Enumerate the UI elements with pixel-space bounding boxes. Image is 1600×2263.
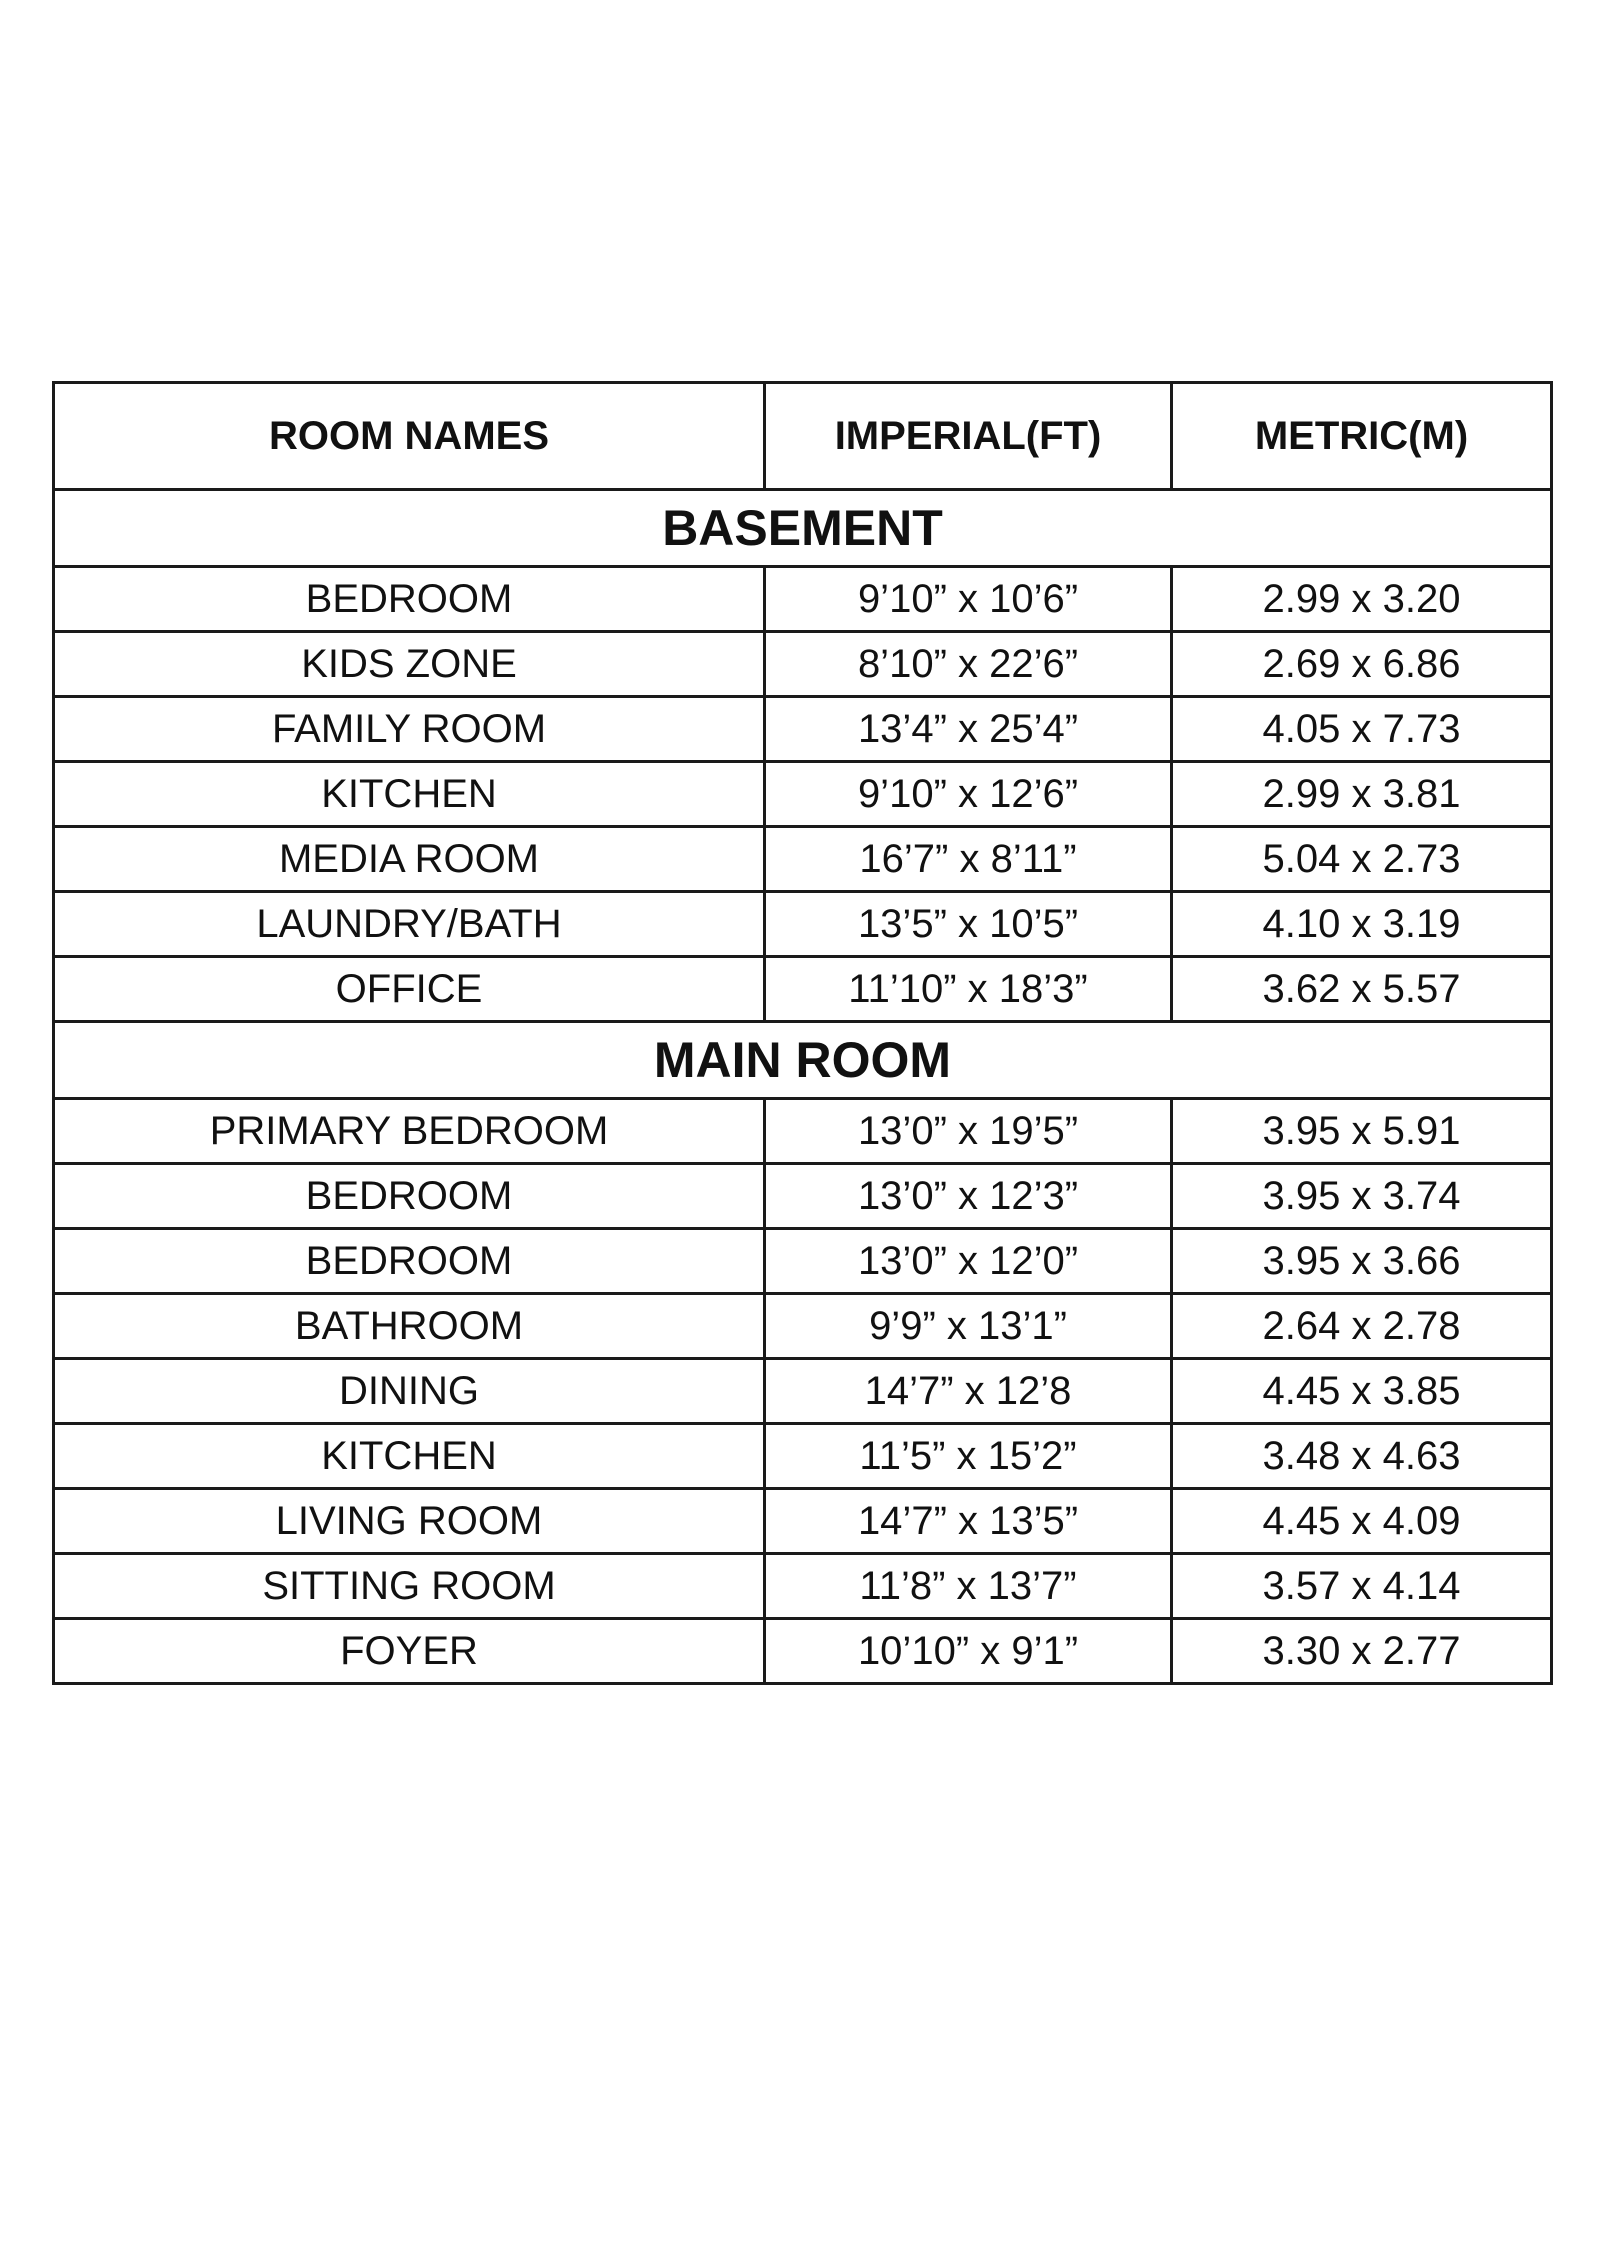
room-name-cell: BEDROOM bbox=[54, 1229, 765, 1294]
room-name-cell: BATHROOM bbox=[54, 1294, 765, 1359]
room-name-cell: FAMILY ROOM bbox=[54, 697, 765, 762]
metric-cell: 3.95 x 3.74 bbox=[1172, 1164, 1552, 1229]
table-row bbox=[54, 1099, 1552, 1164]
imperial-cell: 9’9” x 13’1” bbox=[765, 1294, 1172, 1359]
room-name-cell: BEDROOM bbox=[54, 1164, 765, 1229]
header-imperial: IMPERIAL(FT) bbox=[765, 383, 1172, 490]
table-row bbox=[54, 1229, 1552, 1294]
section-row bbox=[54, 1022, 1552, 1099]
metric-cell: 4.10 x 3.19 bbox=[1172, 892, 1552, 957]
imperial-cell: 9’10” x 10’6” bbox=[765, 567, 1172, 632]
section-title: MAIN ROOM bbox=[54, 1022, 1552, 1099]
section-row bbox=[54, 490, 1552, 567]
imperial-cell: 11’8” x 13’7” bbox=[765, 1554, 1172, 1619]
metric-cell: 4.45 x 4.09 bbox=[1172, 1489, 1552, 1554]
room-name-cell: KITCHEN bbox=[54, 762, 765, 827]
metric-cell: 3.95 x 5.91 bbox=[1172, 1099, 1552, 1164]
imperial-cell: 8’10” x 22’6” bbox=[765, 632, 1172, 697]
room-name-cell: LIVING ROOM bbox=[54, 1489, 765, 1554]
table-header-row bbox=[54, 383, 1552, 490]
imperial-cell: 11’10” x 18’3” bbox=[765, 957, 1172, 1022]
table-row bbox=[54, 1619, 1552, 1684]
imperial-cell: 16’7” x 8’11” bbox=[765, 827, 1172, 892]
table-row bbox=[54, 632, 1552, 697]
header-room-names: ROOM NAMES bbox=[54, 383, 765, 490]
imperial-cell: 13’0” x 12’0” bbox=[765, 1229, 1172, 1294]
metric-cell: 2.64 x 2.78 bbox=[1172, 1294, 1552, 1359]
room-dimensions-table bbox=[52, 381, 1553, 1685]
metric-cell: 4.45 x 3.85 bbox=[1172, 1359, 1552, 1424]
table-row bbox=[54, 1359, 1552, 1424]
room-name-cell: LAUNDRY/BATH bbox=[54, 892, 765, 957]
room-name-cell: MEDIA ROOM bbox=[54, 827, 765, 892]
room-name-cell: PRIMARY BEDROOM bbox=[54, 1099, 765, 1164]
table-row bbox=[54, 827, 1552, 892]
table-row bbox=[54, 697, 1552, 762]
room-name-cell: FOYER bbox=[54, 1619, 765, 1684]
imperial-cell: 11’5” x 15’2” bbox=[765, 1424, 1172, 1489]
metric-cell: 2.99 x 3.20 bbox=[1172, 567, 1552, 632]
table-row bbox=[54, 1424, 1552, 1489]
table-row bbox=[54, 762, 1552, 827]
imperial-cell: 13’4” x 25’4” bbox=[765, 697, 1172, 762]
room-name-cell: BEDROOM bbox=[54, 567, 765, 632]
room-dimensions-sheet bbox=[52, 381, 1550, 1685]
metric-cell: 2.99 x 3.81 bbox=[1172, 762, 1552, 827]
metric-cell: 3.57 x 4.14 bbox=[1172, 1554, 1552, 1619]
section-title: BASEMENT bbox=[54, 490, 1552, 567]
metric-cell: 5.04 x 2.73 bbox=[1172, 827, 1552, 892]
imperial-cell: 10’10” x 9’1” bbox=[765, 1619, 1172, 1684]
metric-cell: 3.48 x 4.63 bbox=[1172, 1424, 1552, 1489]
metric-cell: 2.69 x 6.86 bbox=[1172, 632, 1552, 697]
imperial-cell: 14’7” x 12’8 bbox=[765, 1359, 1172, 1424]
table-row bbox=[54, 1294, 1552, 1359]
imperial-cell: 13’0” x 19’5” bbox=[765, 1099, 1172, 1164]
room-name-cell: OFFICE bbox=[54, 957, 765, 1022]
room-name-cell: KIDS ZONE bbox=[54, 632, 765, 697]
imperial-cell: 13’0” x 12’3” bbox=[765, 1164, 1172, 1229]
room-name-cell: KITCHEN bbox=[54, 1424, 765, 1489]
table-row bbox=[54, 892, 1552, 957]
imperial-cell: 13’5” x 10’5” bbox=[765, 892, 1172, 957]
table-body bbox=[54, 490, 1552, 1684]
table-row bbox=[54, 567, 1552, 632]
table-row bbox=[54, 1164, 1552, 1229]
table-row bbox=[54, 957, 1552, 1022]
room-name-cell: SITTING ROOM bbox=[54, 1554, 765, 1619]
header-metric: METRIC(M) bbox=[1172, 383, 1552, 490]
room-name-cell: DINING bbox=[54, 1359, 765, 1424]
table-row bbox=[54, 1554, 1552, 1619]
metric-cell: 3.30 x 2.77 bbox=[1172, 1619, 1552, 1684]
metric-cell: 4.05 x 7.73 bbox=[1172, 697, 1552, 762]
metric-cell: 3.62 x 5.57 bbox=[1172, 957, 1552, 1022]
table-row bbox=[54, 1489, 1552, 1554]
imperial-cell: 9’10” x 12’6” bbox=[765, 762, 1172, 827]
imperial-cell: 14’7” x 13’5” bbox=[765, 1489, 1172, 1554]
metric-cell: 3.95 x 3.66 bbox=[1172, 1229, 1552, 1294]
